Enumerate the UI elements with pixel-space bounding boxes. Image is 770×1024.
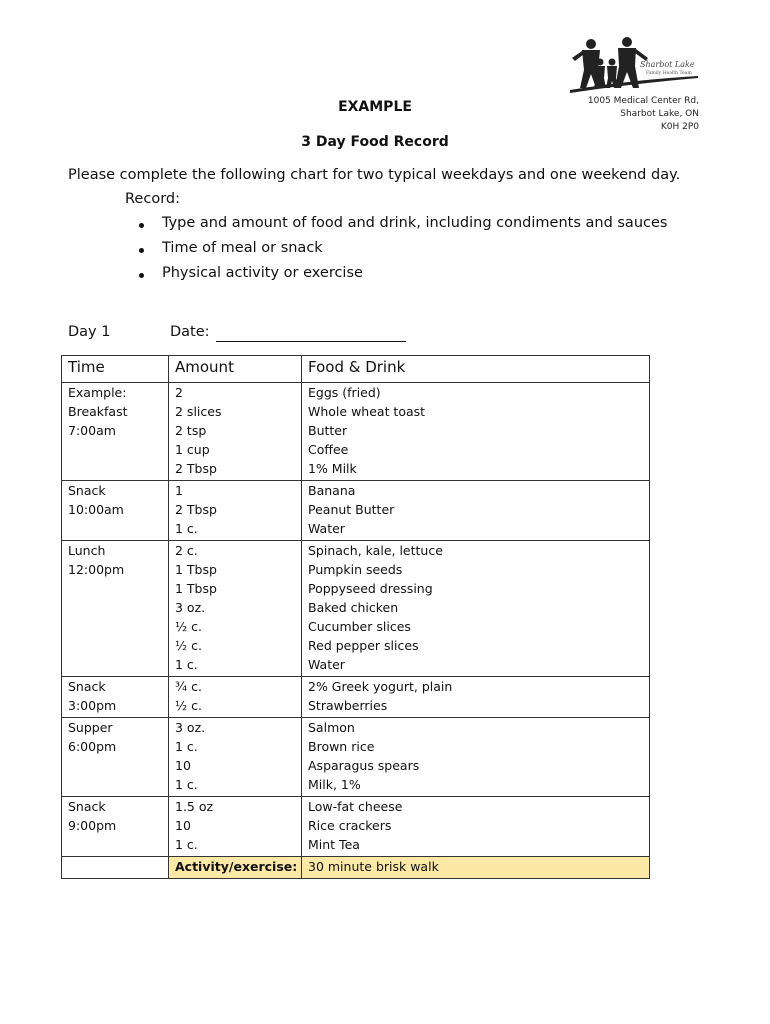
amount-cell-line: 2 Tbsp xyxy=(175,461,217,476)
time-cell-line: Lunch xyxy=(68,543,106,558)
food-cell-line: Peanut Butter xyxy=(308,502,395,517)
bullet-icon xyxy=(139,248,144,253)
time-cell-line: Breakfast xyxy=(68,404,128,419)
address-line: 1005 Medical Center Rd, xyxy=(587,96,699,106)
activity-value: 30 minute brisk walk xyxy=(302,857,650,879)
amount-cell xyxy=(169,541,302,677)
column-header-time: Time xyxy=(62,356,169,383)
food-cell-line: 1% Milk xyxy=(308,461,357,476)
record-list xyxy=(125,215,667,290)
amount-cell-line: 10 xyxy=(175,818,191,833)
amount-cell-line: ¾ c. xyxy=(175,679,202,694)
amount-cell-line: 1 Tbsp xyxy=(175,562,217,577)
table-body xyxy=(62,383,650,857)
date-label: Date: xyxy=(170,324,210,340)
list-item: Time of meal or snack xyxy=(125,240,667,265)
amount-cell-line: 10 xyxy=(175,758,191,773)
food-cell-line: Coffee xyxy=(308,442,349,457)
table-row xyxy=(62,718,650,797)
food-cell-line: Whole wheat toast xyxy=(308,404,426,419)
amount-cell-line: 1 c. xyxy=(175,837,198,852)
amount-cell-line: ½ c. xyxy=(175,619,202,634)
amount-cell xyxy=(169,383,302,481)
amount-cell xyxy=(169,718,302,797)
list-item: Type and amount of food and drink, including condiments and sauces xyxy=(125,215,667,240)
food-cell-line: Cucumber slices xyxy=(308,619,411,634)
time-cell-line: Snack xyxy=(68,799,106,814)
amount-cell-line: 1 cup xyxy=(175,442,210,457)
food-cell-line: Milk, 1% xyxy=(308,777,361,792)
table-row xyxy=(62,797,650,857)
address-line: Sharbot Lake, ON xyxy=(620,109,699,119)
food-cell-line: Rice crackers xyxy=(308,818,392,833)
logo-name: Sharbot Lake xyxy=(640,60,695,69)
amount-cell-line: ½ c. xyxy=(175,638,202,653)
amount-cell-line: 2 slices xyxy=(175,404,222,419)
food-cell-line: Baked chicken xyxy=(308,600,399,615)
food-cell-line: Red pepper slices xyxy=(308,638,419,653)
time-cell xyxy=(62,718,169,797)
amount-cell-line: 1 c. xyxy=(175,521,198,536)
food-cell-line: Water xyxy=(308,657,345,672)
table-row xyxy=(62,481,650,541)
food-cell-line: Banana xyxy=(308,483,356,498)
amount-cell-line: 1 c. xyxy=(175,657,198,672)
food-cell-line: Poppyseed dressing xyxy=(308,581,433,596)
amount-cell-line: 3 oz. xyxy=(175,600,206,615)
time-cell-line: 3:00pm xyxy=(68,698,117,713)
time-cell xyxy=(62,677,169,718)
bullet-icon xyxy=(139,273,144,278)
bullet-icon xyxy=(139,223,144,228)
food-cell-line: Butter xyxy=(308,423,348,438)
record-label: Record: xyxy=(125,191,180,207)
food-cell-line: Spinach, kale, lettuce xyxy=(308,543,443,558)
time-cell xyxy=(62,541,169,677)
amount-cell-line: 3 oz. xyxy=(175,720,206,735)
amount-cell-line: 1 Tbsp xyxy=(175,581,217,596)
amount-cell-line: 1 c. xyxy=(175,777,198,792)
instructions-text: Please complete the following chart for two typical weekdays and one weekend day. xyxy=(68,167,681,183)
amount-cell-line: 1.5 oz xyxy=(175,799,214,814)
amount-cell-line: 2 c. xyxy=(175,543,198,558)
table-row xyxy=(62,541,650,677)
amount-cell-line: 2 tsp xyxy=(175,423,207,438)
amount-cell-line: 2 xyxy=(175,385,183,400)
time-cell-line: Supper xyxy=(68,720,113,735)
amount-cell-line: 2 Tbsp xyxy=(175,502,217,517)
activity-row xyxy=(62,857,650,879)
food-cell xyxy=(302,541,650,677)
time-cell xyxy=(62,481,169,541)
amount-cell-line: 1 c. xyxy=(175,739,198,754)
table-row xyxy=(62,383,650,481)
time-cell-line: 7:00am xyxy=(68,423,116,438)
time-cell-line: 12:00pm xyxy=(68,562,125,577)
food-cell xyxy=(302,383,650,481)
food-cell-line: Mint Tea xyxy=(308,837,360,852)
food-cell xyxy=(302,481,650,541)
day-label: Day 1 xyxy=(68,324,111,340)
time-cell xyxy=(62,797,169,857)
amount-cell xyxy=(169,677,302,718)
food-cell-line: 2% Greek yogurt, plain xyxy=(308,679,453,694)
amount-cell xyxy=(169,797,302,857)
amount-cell-line: ½ c. xyxy=(175,698,202,713)
activity-empty-cell xyxy=(62,857,169,879)
time-cell-line: 6:00pm xyxy=(68,739,117,754)
food-cell-line: Water xyxy=(308,521,345,536)
time-cell-line: Snack xyxy=(68,483,106,498)
time-cell-line: 10:00am xyxy=(68,502,124,517)
logo-subtitle: Family Health Team xyxy=(646,71,692,76)
food-cell xyxy=(302,718,650,797)
address-line: K0H 2P0 xyxy=(660,122,699,132)
table-row xyxy=(62,677,650,718)
column-header-amount: Amount xyxy=(169,356,302,383)
food-record-table xyxy=(61,355,650,879)
food-cell-line: Salmon xyxy=(308,720,355,735)
amount-cell xyxy=(169,481,302,541)
food-cell-line: Strawberries xyxy=(308,698,388,713)
amount-cell-line: 1 xyxy=(175,483,183,498)
food-cell-line: Asparagus spears xyxy=(308,758,420,773)
food-cell xyxy=(302,797,650,857)
page-subtitle: 3 Day Food Record xyxy=(301,134,449,150)
page-title: EXAMPLE xyxy=(338,99,412,115)
time-cell-line: Snack xyxy=(68,679,106,694)
activity-label: Activity/exercise: xyxy=(169,857,302,879)
time-cell xyxy=(62,383,169,481)
column-header-food: Food & Drink xyxy=(302,356,650,383)
food-cell-line: Low-fat cheese xyxy=(308,799,403,814)
table-header-row xyxy=(62,356,650,383)
time-cell-line: 9:00pm xyxy=(68,818,117,833)
food-cell-line: Pumpkin seeds xyxy=(308,562,403,577)
list-item: Physical activity or exercise xyxy=(125,265,667,290)
food-cell-line: Brown rice xyxy=(308,739,375,754)
food-cell xyxy=(302,677,650,718)
food-cell-line: Eggs (fried) xyxy=(308,385,381,400)
time-cell-line: Example: xyxy=(68,385,127,400)
date-blank-line[interactable] xyxy=(216,341,406,342)
